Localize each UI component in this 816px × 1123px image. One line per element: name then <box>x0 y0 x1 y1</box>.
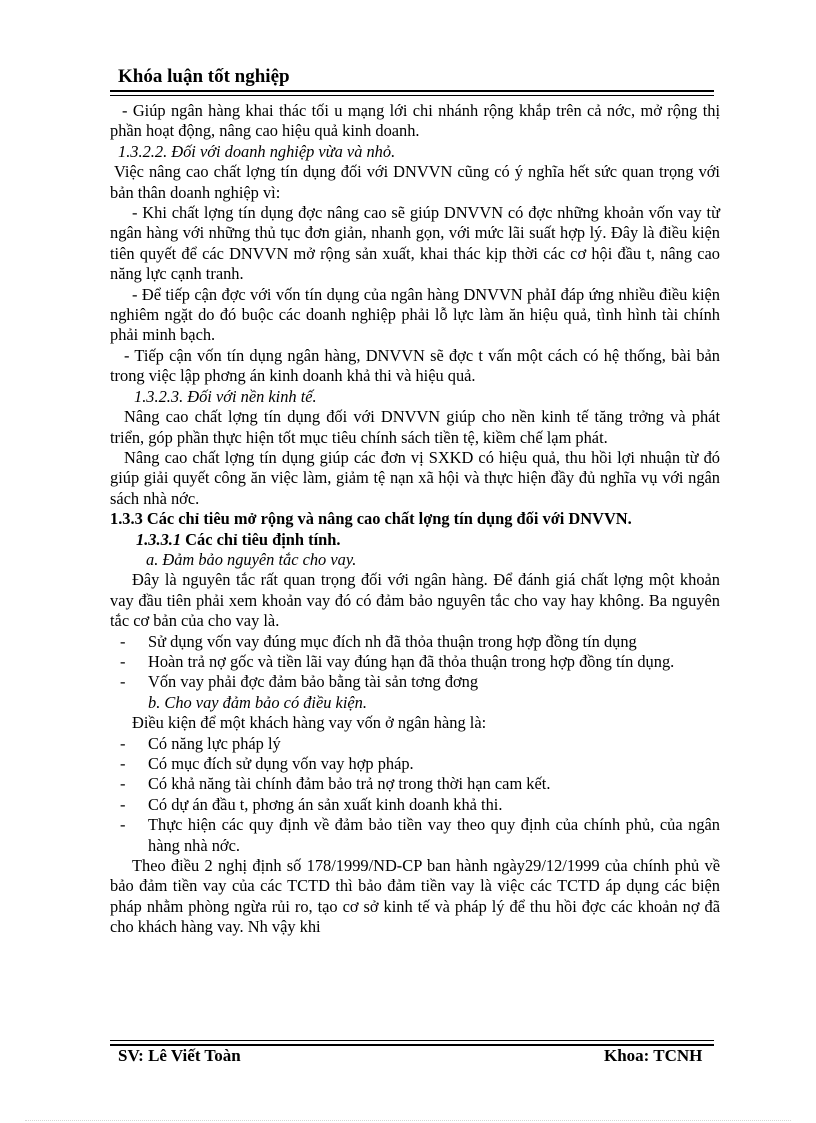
paragraph: - Khi chất lợng tín dụng đợc nâng cao sẽ giúp DNVVN có đợc những khoản vốn vay từ ngân hàng với những thủ tục đơn giản, nhanh gọn, với mức lãi suất hợp lý. Đây là điều kiện tiên quyết để các DNVVN mở rộng sản xuất, khai thác kịp thời các cơ hội đầu t, nâng cao năng lực cạnh tranh. <box>110 203 720 284</box>
document-body <box>110 101 720 938</box>
section-heading: 1.3.2.2. Đối với doanh nghiệp vừa và nhỏ. <box>118 141 396 161</box>
bullet-dash: - <box>120 815 126 835</box>
bullet-dash: - <box>120 774 126 794</box>
section-heading: 1.3.3 Các chỉ tiêu mở rộng và nâng cao chất lợng tín dụng đối với DNVVN. <box>110 509 632 529</box>
paragraph: Nâng cao chất lợng tín dụng đối với DNVVN giúp cho nền kinh tế tăng trởng và phát triển, góp phần thực hiện tốt mục tiêu chính sách tiền tệ, kiềm chế lạm phát. <box>110 407 720 447</box>
list-item <box>110 795 720 815</box>
bullet-dash: - <box>120 754 126 773</box>
subsection-heading <box>110 530 720 550</box>
list-item-text: Sử dụng vốn vay đúng mục đích nh đã thỏa thuận trong hợp đồng tín dụng <box>148 631 637 651</box>
list-item <box>110 774 720 794</box>
bullet-dash: - <box>120 672 126 692</box>
page-edge-divider <box>25 1120 791 1121</box>
paragraph: Theo điều 2 nghị định số 178/1999/ND-CP ban hành ngày29/12/1999 của chính phủ về bảo đảm tiền vay của các TCTD thì bảo đảm tiền vay là việc các TCTD áp dụng các biện pháp nhằm phòng ngừa rủi ro, tạo cơ sở kinh tế và pháp lý để thu hồi đợc các khoản nợ đã cho khách hàng vay. Nh vậy khi <box>110 856 720 937</box>
list-item-text: Có mục đích sử dụng vốn vay hợp pháp. <box>148 754 414 773</box>
bullet-dash: - <box>120 794 126 814</box>
list-item <box>110 815 720 856</box>
paragraph: Điều kiện để một khách hàng vay vốn ở ngân hàng là: <box>132 713 487 733</box>
list-item <box>110 734 720 754</box>
list-item-text: Hoàn trả nợ gốc và tiền lãi vay đúng hạn đã thỏa thuận trong hợp đồng tín dụng. <box>148 651 675 671</box>
paragraph: Đây là nguyên tắc rất quan trọng đối với ngân hàng. Để đánh giá chất lợng một khoản vay đầu tiên phải xem khoản vay đó có đảm bảo nguyên tắc cho vay hay không. Ba nguyên tắc cơ bản của cho vay là. <box>110 570 720 631</box>
list-item <box>110 672 720 692</box>
subsection-title: Các chỉ tiêu định tính. <box>181 529 341 549</box>
bullet-dash: - <box>120 631 126 651</box>
bullet-dash: - <box>120 651 126 671</box>
bullet-dash: - <box>120 733 126 753</box>
list-item-text: Có khả năng tài chính đảm bảo trả nợ trong thời hạn cam kết. <box>148 774 551 794</box>
paragraph: - Giúp ngân hàng khai thác tối u mạng lới chi nhánh rộng khắp trên cả nớc, mở rộng thị phần hoạt động, nâng cao hiệu quả kinh doanh. <box>110 101 720 141</box>
footer-student: SV: Lê Viết Toàn <box>118 1046 241 1065</box>
header-title: Khóa luận tốt nghiệp <box>118 66 290 87</box>
header-rule <box>110 90 714 96</box>
subheading: a. Đảm bảo nguyên tắc cho vay. <box>146 549 357 569</box>
paragraph: Nâng cao chất lợng tín dụng giúp các đơn vị SXKD có hiệu quả, thu hồi lợi nhuận từ đó giúp giải quyết công ăn việc làm, giảm tệ nạn xã hội và thực hiện đầy đủ nghĩa vụ với ngân sách nhà nớc. <box>110 447 720 508</box>
list-item-text: Vốn vay phải đợc đảm bảo bằng tài sản tơng đơng <box>148 672 479 692</box>
list-item <box>110 652 720 672</box>
paragraph: Việc nâng cao chất lợng tín dụng đối với DNVVN cũng có ý nghĩa hết sức quan trọng với bản thân doanh nghiệp vì: <box>110 162 720 202</box>
footer-faculty: Khoa: TCNH <box>604 1046 703 1065</box>
list-item-text: Có dự án đầu t, phơng án sản xuất kinh doanh khả thi. <box>148 794 503 814</box>
list-item <box>110 754 720 774</box>
subsection-number: 1.3.3.1 <box>136 529 182 549</box>
section-heading: 1.3.2.3. Đối với nền kinh tế. <box>134 386 317 406</box>
list-item-text: Thực hiện các quy định về đảm bảo tiền vay theo quy định của chính phủ, của ngân hàng nhà nớc. <box>148 815 720 855</box>
list-item <box>110 632 720 652</box>
paragraph: - Tiếp cận vốn tín dụng ngân hàng, DNVVN sẽ đợc t vấn một cách có hệ thống, bài bản trong việc lập phơng án kinh doanh khả thi và hiệu quả. <box>110 345 720 386</box>
list-item-text: Có năng lực pháp lý <box>148 733 281 753</box>
subheading: b. Cho vay đảm bảo có điều kiện. <box>148 692 367 712</box>
paragraph: - Để tiếp cận đợc với vốn tín dụng của ngân hàng DNVVN phảI đáp ứng nhiều điều kiện nghiêm ngặt do đó buộc các doanh nghiệp phải lỗ lực làm ăn hiệu quả, tình hình tài chính phải minh bạch. <box>110 284 720 345</box>
